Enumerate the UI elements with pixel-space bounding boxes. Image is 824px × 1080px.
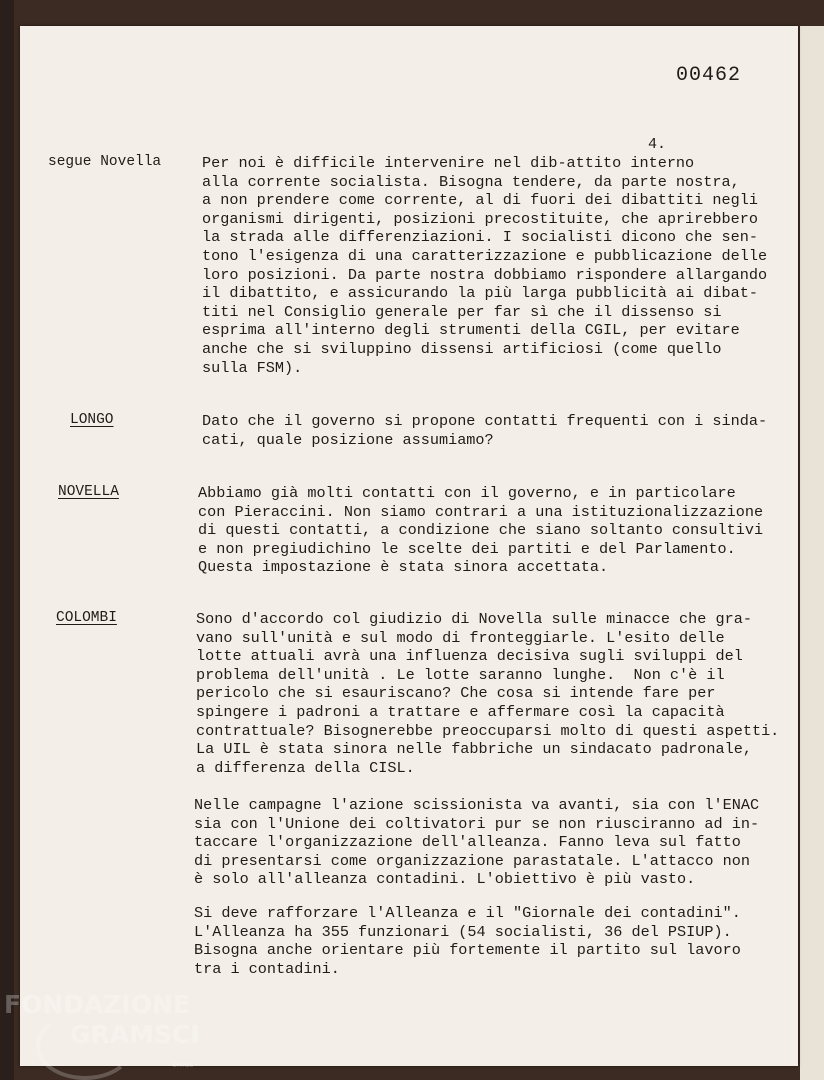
text-line: spingere i padroni a trattare e affermare così la capacità [196, 702, 725, 721]
text-line: sulla FSM). [202, 358, 303, 377]
text-line: Abbiamo già molti contatti con il governo, e in particolare [198, 484, 736, 502]
text-line: La UIL è stata sinora nelle fabbriche un sindacato padronale, [196, 740, 752, 759]
text-line: cati, quale posizione assumiamo? [202, 430, 494, 449]
text-line: organismi dirigenti, posizioni precostituite, che aprirebbero [202, 209, 758, 228]
text-line: di presentarsi come organizzazione parastatale. L'attacco non [194, 851, 750, 870]
text-line: alla corrente socialista. Bisogna tendere, da parte nostra, [202, 172, 740, 191]
text-line: tono l'esigenza di una caratterizzazione e pubblicazione delle [202, 246, 768, 265]
text-line: loro posizioni. Da parte nostra dobbiamo rispondere allargando [202, 265, 768, 284]
watermark-ring-icon [36, 1012, 134, 1080]
text-line: Bisogna anche orientare più fortemente il partito sul lavoro [194, 941, 741, 960]
text-line: Per noi è difficile intervenire nel dib-attito interno [202, 154, 695, 172]
text-line: a differenza della CISL. [196, 758, 415, 777]
text-line: Questa impostazione è stata sinora accettata. [198, 558, 609, 577]
fondazione-gramsci-watermark [4, 990, 200, 1069]
text-line: problema dell'unità . Le lotte saranno lunghe. Non c'è il [196, 665, 725, 684]
text-line: pericolo che si esauriscano? Che cosa si intende fare per [196, 684, 716, 703]
speaker-label-segue-novella: segue Novella [48, 154, 162, 170]
text-line: esprima all'interno degli strumenti della CGIL, per evitare [202, 321, 740, 340]
text-line: sia con l'Unione dei coltivatori pur se non riusciranno ad in- [194, 814, 760, 833]
paragraph-campagne [194, 796, 759, 889]
text-line: è solo all'alleanza contadini. L'obiettivo è più vasto. [194, 870, 696, 889]
speaker-label-colombi: COLOMBI [56, 610, 117, 626]
text-line: vano sull'unità e sul modo di fronteggiarle. L'esito delle [196, 628, 725, 647]
text-line: Sono d'accordo col giudizio di Novella sulle minacce che gra- [196, 610, 752, 628]
text-line: contrattuale? Bisognerebbe preoccuparsi molto di questi aspetti. [196, 721, 780, 740]
paragraph-alleanza [194, 904, 741, 978]
page-number: 4. [648, 136, 667, 153]
document-number: 00462 [676, 64, 742, 87]
watermark-line-2: GRAMSCI [70, 1020, 200, 1049]
scan-left-edge [0, 0, 14, 1080]
text-line: Dato che il governo si propone contatti frequenti con i sinda- [202, 412, 768, 430]
text-line: con Pieraccini. Non siamo contrari a una istituzionalizzazione [198, 502, 764, 521]
text-line: il dibattito, e assicurando la più larga pubblicità ai dibat- [202, 284, 758, 303]
speaker-label-longo: LONGO [70, 412, 114, 428]
text-line: taccare l'organizzazione dell'alleanza. Fanno leva sul fatto [194, 833, 741, 852]
watermark-small-text: onlus [172, 1060, 194, 1069]
text-line: la strada alle differenziazioni. I socialisti dicono che sen- [202, 228, 758, 247]
paragraph-novella-continued [202, 154, 767, 377]
text-line: tra i contadini. [194, 959, 340, 978]
text-line: Si deve rafforzare l'Alleanza e il "Giornale dei contadini". [194, 904, 741, 922]
text-line: anche che si sviluppino dissensi artificiosi (come quello [202, 339, 722, 358]
text-line: L'Alleanza ha 355 funzionari (54 socialisti, 36 del PSIUP). [194, 922, 732, 941]
watermark-line-1: FONDAZIONE [4, 990, 191, 1019]
paragraph-colombi [196, 610, 779, 777]
next-sheet-edge [800, 26, 824, 1080]
text-line: di questi contatti, a condizione che siano soltanto consultivi [198, 521, 764, 540]
document-page [20, 26, 798, 1066]
paragraph-novella [198, 484, 763, 577]
text-line: titi nel Consiglio generale per far sì che il dissenso si [202, 302, 722, 321]
text-line: e non pregiudichino le scelte dei partiti e del Parlamento. [198, 539, 736, 558]
text-line: a non prendere come corrente, al di fuori dei dibattiti negli [202, 191, 758, 210]
paragraph-longo [202, 412, 767, 449]
text-line: Nelle campagne l'azione scissionista va avanti, sia con l'ENAC [194, 796, 760, 814]
text-line: lotte attuali avrà una influenza decisiva sugli sviluppi del [196, 647, 743, 666]
speaker-label-novella: NOVELLA [58, 484, 119, 500]
